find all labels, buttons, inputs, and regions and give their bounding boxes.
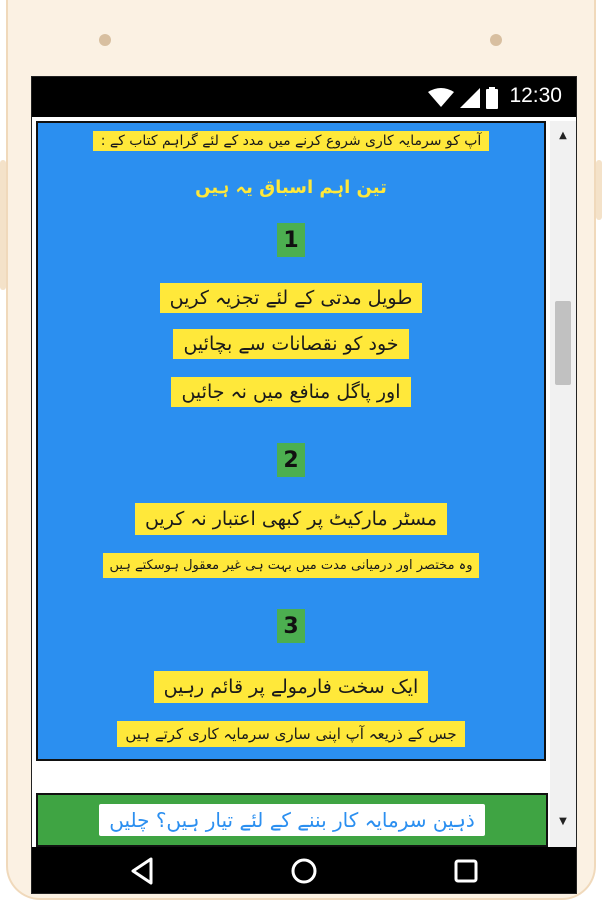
lesson-1-point-1: طویل مدتی کے لئے تجزیہ کریں bbox=[160, 283, 423, 313]
lesson-number-row bbox=[38, 443, 544, 477]
lessons-heading: تین اہم اسباق یہ ہیں bbox=[195, 177, 387, 198]
scroll-down-icon[interactable]: ▼ bbox=[559, 815, 567, 827]
intro-text: آپ کو سرمایہ کاری شروع کرنے میں مدد کے لئے گراہم کتاب کے : bbox=[93, 131, 490, 151]
back-button[interactable] bbox=[122, 853, 162, 889]
status-time: 12:30 bbox=[509, 84, 562, 107]
lesson-point-row bbox=[38, 721, 544, 747]
wifi-icon bbox=[428, 88, 454, 108]
lesson-1-point-3: اور پاگل منافع میں نہ جائیں bbox=[171, 377, 410, 407]
navigation-bar bbox=[32, 847, 576, 894]
status-icons bbox=[428, 87, 498, 109]
lesson-point-row bbox=[38, 503, 544, 535]
lesson-3-point-2: جس کے ذریعہ آپ اپنی ساری سرمایہ کاری کرتے ہیں bbox=[117, 721, 464, 747]
recents-icon bbox=[453, 858, 479, 884]
lesson-point-row bbox=[38, 329, 544, 359]
lessons-panel bbox=[36, 121, 546, 761]
lesson-number-1: 1 bbox=[277, 223, 305, 257]
lesson-3-point-1: ایک سخت فارمولے پر قائم رہیں bbox=[154, 671, 429, 703]
home-icon bbox=[290, 857, 318, 885]
recents-button[interactable] bbox=[446, 853, 486, 889]
back-icon bbox=[129, 857, 155, 885]
lesson-2-point-1: مسٹر مارکیٹ پر کبھی اعتبار نہ کریں bbox=[135, 503, 447, 535]
status-bar bbox=[32, 77, 576, 117]
sensor-dot bbox=[490, 34, 502, 46]
phone-screen bbox=[31, 76, 577, 894]
signal-icon bbox=[460, 88, 480, 108]
lesson-number-2: 2 bbox=[277, 443, 305, 477]
action-bar bbox=[36, 793, 548, 847]
battery-icon bbox=[486, 87, 498, 109]
intro-row bbox=[38, 131, 544, 151]
lesson-1-point-2: خود کو نقصانات سے بچائیں bbox=[173, 329, 408, 359]
lesson-number-row bbox=[38, 609, 544, 643]
side-button-right bbox=[596, 160, 602, 220]
lesson-point-row bbox=[38, 377, 544, 407]
lesson-number-row bbox=[38, 223, 544, 257]
lesson-2-point-2: وہ مختصر اور درمیانی مدت میں بہت ہی غیر معقول ہوسکتے ہیں bbox=[103, 553, 478, 578]
heading-row bbox=[38, 177, 544, 198]
get-started-button[interactable]: ذہین سرمایہ کار بننے کے لئے تیار ہیں؟ چلیں bbox=[99, 804, 485, 836]
side-button-left bbox=[0, 160, 6, 290]
lesson-number-3: 3 bbox=[277, 609, 305, 643]
lesson-point-row bbox=[38, 553, 544, 578]
lesson-point-row bbox=[38, 671, 544, 703]
camera-dot bbox=[99, 34, 111, 46]
scrollbar-thumb[interactable] bbox=[555, 301, 571, 385]
lesson-point-row bbox=[38, 283, 544, 313]
scrollbar[interactable] bbox=[550, 121, 576, 877]
home-button[interactable] bbox=[284, 853, 324, 889]
scroll-up-icon[interactable]: ▲ bbox=[559, 129, 567, 141]
